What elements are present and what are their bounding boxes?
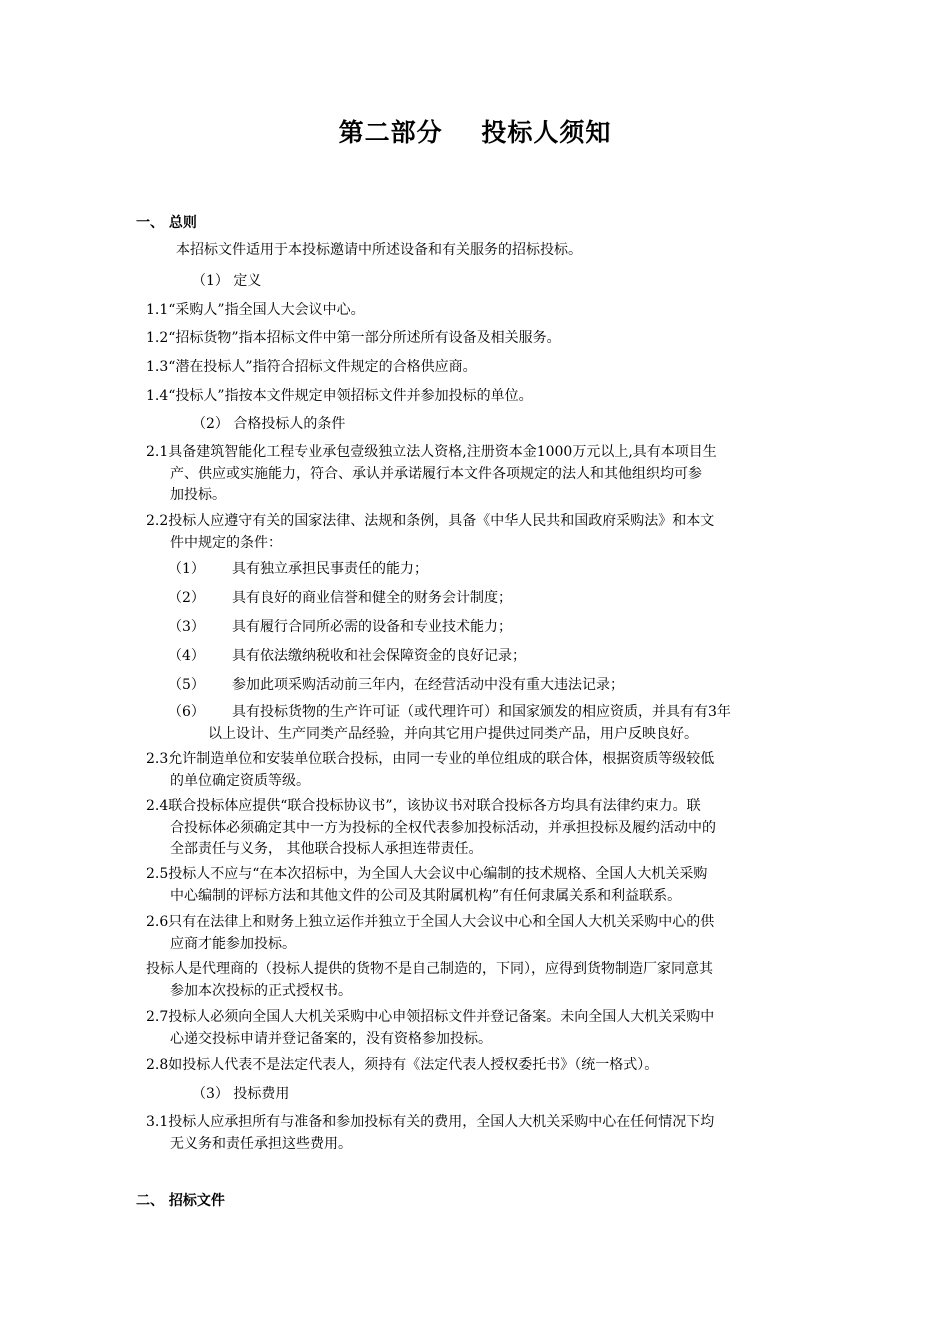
paragraph-agent-line-1: 投标人是代理商的（投标人提供的货物不是自己制造的，下同），应得到货物制造厂家同意其 (146, 961, 713, 977)
subheading-bidding-costs: （3） 投标费用 (192, 1086, 290, 1102)
condition-item (168, 674, 624, 696)
paragraph-2-2-line-2: 件中规定的条件： (170, 534, 282, 551)
paragraph-2-1-line-1: 2.1具备建筑智能化工程专业承包壹级独立法人资格,注册资本金1000万元以上,具有本项目生 (146, 444, 717, 460)
page-title: 第二部分 投标人须知 (338, 118, 612, 147)
paragraph-agent-line-2: 参加本次投标的正式授权书。 (170, 982, 352, 999)
condition-number: （3） (168, 619, 205, 635)
paragraph-2-6 (146, 912, 846, 955)
condition-text: 具有投标货物的生产许可证（或代理许可）和国家颁发的相应资质，并具有有3年 (232, 704, 731, 720)
paragraph-agent (146, 959, 846, 1002)
paragraph-2-1-line-3: 加投标。 (170, 487, 226, 503)
paragraph-2-7-line-2: 心递交投标申请并登记备案的，没有资格参加投标。 (170, 1030, 492, 1047)
condition-number: （2） (168, 590, 205, 606)
definition-1-3: 1.3“潜在投标人”指符合招标文件规定的合格供应商。 (146, 359, 477, 375)
paragraph-2-2 (146, 511, 846, 554)
paragraph-2-4-line-1: 2.4联合投标体应提供“联合投标协议书”，该协议书对联合投标各方均具有法律约束力。联 (146, 798, 701, 814)
condition-text: 具有履行合同所必需的设备和专业技术能力； (232, 619, 512, 635)
condition-item (168, 645, 526, 667)
paragraph-2-6-line-1: 2.6只有在法律上和财务上独立运作并独立于全国人大会议中心和全国人大机关采购中心的供 (146, 914, 715, 930)
paragraph-2-4-line-2: 合投标体必须确定其中一方为投标的全权代表参加投标活动，并承担投标及履约活动中的 (170, 819, 716, 836)
paragraph-2-5 (146, 864, 846, 907)
condition-number: （4） (168, 648, 205, 664)
paragraph-2-5-line-1: 2.5投标人不应与“在本次招标中，为全国人大会议中心编制的技术规格、全国人大机关采购 (146, 866, 708, 882)
subheading-qualified-bidder: （2） 合格投标人的条件 (192, 416, 346, 432)
paragraph-2-4-line-3: 全部责任与义务， 其他联合投标人承担连带责任。 (170, 841, 483, 857)
paragraph-2-3-line-2: 的单位确定资质等级。 (170, 772, 310, 789)
paragraph-2-8: 2.8如投标人代表不是法定代表人，须持有《法定代表人授权委托书》（统一格式）。 (146, 1057, 659, 1073)
condition-number: （1） (168, 561, 205, 577)
condition-number: （6） (168, 704, 205, 720)
condition-text-continued: 以上设计、生产同类产品经验，并向其它用户提供过同类产品，用户反映良好。 (208, 725, 698, 742)
section-heading-general: 一、 总则 (136, 215, 197, 231)
paragraph-2-2-line-1: 2.2投标人应遵守有关的国家法律、法规和条例，具备《中华人民共和国政府采购法》和本文 (146, 513, 715, 529)
paragraph-3-1-line-1: 3.1投标人应承担所有与准备和参加投标有关的费用，全国人大机关采购中心在任何情况下均 (146, 1114, 715, 1130)
condition-text: 具有良好的商业信誉和健全的财务会计制度； (232, 590, 512, 606)
paragraph-2-5-line-2: 中心编制的评标方法和其他文件的公司及其附属机构”有任何隶属关系和利益联系。 (170, 887, 682, 904)
paragraph-2-6-line-2: 应商才能参加投标。 (170, 935, 296, 952)
definition-1-4: 1.4“投标人”指按本文件规定申领招标文件并参加投标的单位。 (146, 388, 533, 404)
condition-item (168, 558, 428, 580)
condition-text: 具有独立承担民事责任的能力； (232, 561, 428, 577)
paragraph-2-1-line-2: 产、供应或实施能力，符合、承认并承诺履行本文件各项规定的法人和其他组织均可参 (170, 465, 702, 482)
paragraph-2-3-line-1: 2.3允许制造单位和安装单位联合投标，由同一专业的单位组成的联合体，根据资质等级较低 (146, 751, 715, 767)
paragraph-2-7-line-1: 2.7投标人必须向全国人大机关采购中心申领招标文件并登记备案。未向全国人大机关采购中 (146, 1009, 715, 1025)
condition-number: （5） (168, 677, 205, 693)
paragraph-2-3 (146, 749, 846, 792)
paragraph-3-1-line-2: 无义务和责任承担这些费用。 (170, 1135, 352, 1152)
paragraph-2-4 (146, 796, 846, 861)
condition-text: 具有依法缴纳税收和社会保障资金的良好记录； (232, 648, 526, 664)
definition-1-1: 1.1“采购人”指全国人大会议中心。 (146, 302, 365, 318)
paragraph-3-1 (146, 1112, 846, 1155)
paragraph-2-7 (146, 1007, 846, 1050)
intro-text: 本招标文件适用于本投标邀请中所述设备和有关服务的招标投标。 (176, 242, 582, 258)
section-heading-tender-documents: 二、 招标文件 (136, 1193, 225, 1209)
condition-item (168, 587, 512, 609)
subheading-definitions: （1） 定义 (192, 273, 262, 289)
condition-item-6 (168, 702, 848, 745)
condition-text: 参加此项采购活动前三年内，在经营活动中没有重大违法记录； (232, 677, 624, 693)
definition-1-2: 1.2“招标货物”指本招标文件中第一部分所述所有设备及相关服务。 (146, 330, 561, 346)
condition-item (168, 616, 512, 638)
paragraph-2-1 (146, 442, 846, 507)
